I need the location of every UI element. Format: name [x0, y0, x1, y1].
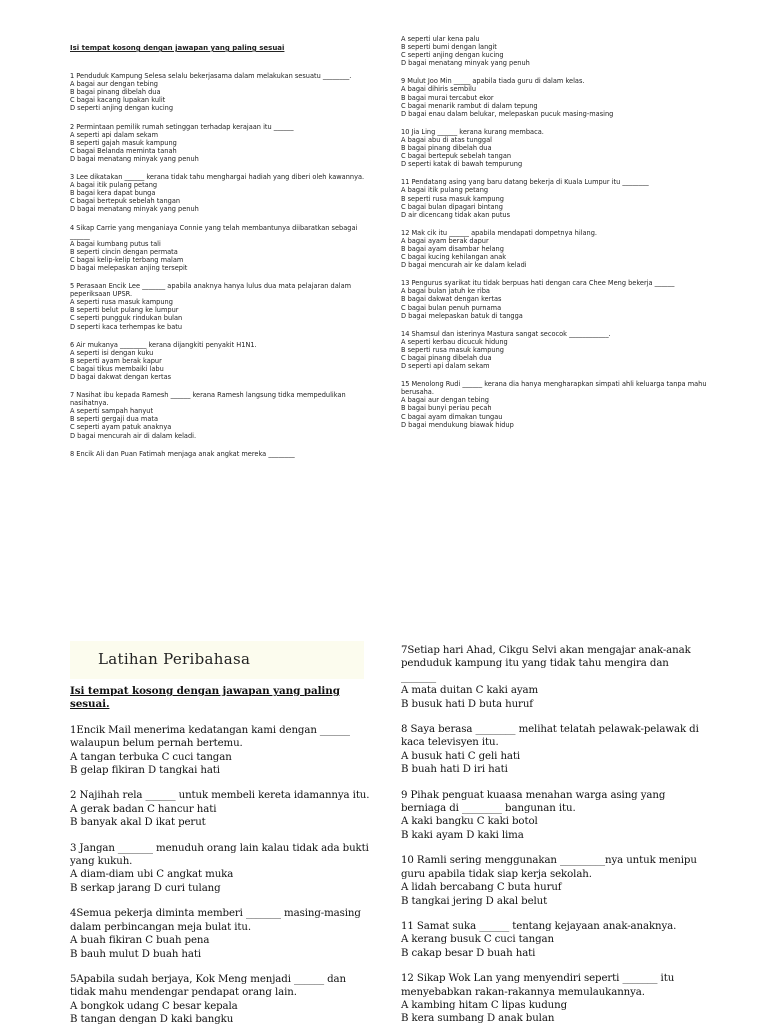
question-item: [70, 842, 370, 896]
answer-option: C bagai ayam dimakan tungau: [401, 412, 503, 421]
top-left-column: [70, 44, 370, 468]
question-text: 15 Menolong Rudi ______ kerana dia hanya mengharapkan simpati ahli keluarga tanpa mahu berusaha.: [401, 380, 707, 397]
question-text: 5Apabila sudah berjaya, Kok Meng menjadi ______ dan tidak mahu mendengar pendapat orang lain.: [70, 973, 346, 999]
question-item: [70, 173, 370, 213]
answer-option: A seperti sampah hanyut: [70, 407, 154, 416]
question-item: [70, 224, 370, 273]
question-item: [70, 341, 370, 381]
top-right-column: [401, 35, 721, 439]
question-text: 1 Penduduk Kampung Selesa selalu bekerjasama dalam melakukan sesuatu ________.: [70, 72, 352, 81]
answer-option: A bagai kumbang putus tali: [70, 239, 161, 248]
answer-option: A mata duitan C kaki ayam: [401, 685, 539, 697]
question-item: [70, 789, 370, 829]
answer-option: C bagai kacang lupakan kulit: [70, 96, 166, 105]
question-text: 7Setiap hari Ahad, Cikgu Selvi akan mengajar anak-anak penduduk kampung itu yang tidak tahu mengira dan _______: [401, 645, 691, 683]
answer-option: D bagai melepaskan anjing tersepit: [70, 263, 188, 272]
answer-option: B busuk hati D buta huruf: [401, 698, 533, 710]
question-text: 12 Sikap Wok Lan yang menyendiri seperti _______ itu menyebabkan rakan-rakannya memulaukannya.: [401, 973, 675, 998]
question-item: [401, 644, 701, 711]
question-item: [401, 380, 721, 429]
question-text: 4Semua pekerja diminta memberi _______ masing-masing dalam perbincangan meja bulat itu.: [70, 908, 361, 933]
answer-option: D seperti api dalam sekam: [401, 362, 490, 371]
answer-option: B bagai bunyi periau pecah: [401, 404, 492, 413]
question-item: [401, 330, 721, 370]
answer-option: A bagai aur dengan tebing: [70, 80, 158, 89]
answer-option: D seperti kaca terhempas ke batu: [70, 322, 183, 331]
question-item: [401, 229, 721, 269]
answer-option: B serkap jarang D curi tulang: [70, 882, 221, 894]
answer-option: C bagai menarik rambut di dalam tepung: [401, 101, 538, 110]
question-text: 5 Perasaan Encik Lee _______ apabila anaknya hanya lulus dua mata pelajaran dalam peperiksaan UPSR.: [70, 282, 352, 299]
answer-option: B buah hati D iri hati: [401, 764, 508, 776]
answer-option: B seperti bumi dengan langit: [401, 43, 497, 52]
answer-option: B kaki ayam D kaki lima: [401, 829, 524, 841]
question-text: 13 Pengurus syarikat itu tidak berpuas hati dengan cara Chee Meng bekerja ______: [401, 279, 675, 288]
answer-option: C bagai bertepuk sebelah tangan: [401, 152, 512, 161]
answer-option: B bagai ayam disambar helang: [401, 244, 504, 253]
answer-option: A bongkok udang C besar kepala: [70, 1000, 238, 1012]
answer-option: B seperti belut pulang ke lumpur: [70, 306, 179, 315]
answer-option: A diam-diam ubi C angkat muka: [70, 869, 234, 881]
answer-option: A seperti rusa masuk kampung: [70, 298, 173, 307]
question-item: [401, 35, 721, 67]
answer-option: C bagai tikus membaiki labu: [70, 364, 164, 373]
question-item: [401, 920, 701, 960]
question-item: [401, 789, 701, 843]
question-text: 8 Saya berasa ________ melihat telatah pelawak-pelawak di kaca televisyen itu.: [401, 724, 699, 749]
answer-option: C seperti ayam patuk anaknya: [70, 423, 172, 432]
answer-option: C bagai kelip-kelip terbang malam: [70, 255, 184, 264]
answer-option: B bagai murai tercabut ekor: [401, 93, 494, 102]
answer-option: A busuk hati C geli hati: [401, 750, 521, 762]
answer-option: B banyak akal D ikat perut: [70, 817, 206, 829]
question-text: 3 Jangan _______ menuduh orang lain kalau tidak ada bukti yang kukuh.: [70, 842, 369, 868]
question-text: 12 Mak cik itu ______ apabila mendapati dompetnya hilang.: [401, 228, 597, 237]
bottom-left-column: [70, 685, 370, 1024]
answer-option: A kambing hitam C lipas kudung: [401, 999, 567, 1011]
question-item: [401, 279, 721, 319]
answer-option: C bagai bertepuk sebelah tangan: [70, 197, 181, 206]
answer-option: D air dicencang tidak akan putus: [401, 210, 511, 219]
question-text: 7 Nasihat ibu kepada Ramesh ______ kerana Ramesh langsung tidka mempedulikan nasihatnya.: [70, 391, 346, 408]
answer-option: C bagai kucing kehilangan anak: [401, 253, 507, 262]
answer-option: A seperti kerbau dicucuk hidung: [401, 337, 508, 346]
answer-option: A bagai abu di atas tunggal: [401, 135, 492, 144]
question-text: 1Encik Mail menerima kedatangan kami dengan ______ walaupun belum pernah bertemu.: [70, 724, 350, 750]
question-text: 2 Permintaan pemilik rumah setinggan terhadap kerajaan itu ______: [70, 122, 294, 131]
answer-option: C bagai pinang dibelah dua: [401, 354, 492, 362]
answer-option: A bagai itik pulang petang: [70, 181, 158, 190]
bottom-right-column: [401, 644, 701, 1024]
answer-option: A kaki bangku C kaki botol: [401, 816, 538, 828]
question-text: 10 Ramli sering menggunakan _________nya untuk menipu guru apabila tidak siap kerja sekolah.: [401, 855, 697, 880]
answer-option: A seperti api dalam sekam: [70, 130, 158, 139]
answer-option: C seperti anjing dengan kucing: [401, 51, 504, 60]
answer-option: A bagai ayam berak dapur: [401, 236, 489, 245]
question-item: [401, 128, 721, 168]
answer-option: D seperti katak di bawah tempurung: [401, 160, 523, 169]
question-text: 11 Samat suka ______ tentang kejayaan anak-anaknya.: [401, 920, 677, 932]
answer-option: B seperti cincin dengan permata: [70, 247, 178, 256]
question-item: [70, 450, 370, 458]
question-item: [70, 907, 370, 961]
answer-option: A bagai bulan jatuh ke riba: [401, 287, 490, 296]
bottom-left-questions: [70, 724, 370, 1024]
question-item: [70, 282, 370, 331]
answer-option: D bagai menatang minyak yang penuh: [401, 59, 530, 68]
answer-option: C seperti pungguk rindukan bulan: [70, 314, 183, 323]
answer-option: A bagai dihiris sembilu: [401, 85, 477, 94]
bottom-right-questions: [401, 644, 701, 1024]
answer-option: D bagai mendukung biawak hidup: [401, 420, 514, 429]
answer-option: B bagai kera dapat bunga: [70, 189, 156, 198]
question-text: 8 Encik Ali dan Puan Fatimah menjaga anak angkat mereka ________: [70, 449, 295, 458]
answer-option: A buah fikiran C buah pena: [70, 935, 210, 947]
answer-option: A seperti ular kena palu: [401, 35, 480, 43]
answer-option: B bauh mulut D buah hati: [70, 948, 202, 960]
answer-option: D bagai dakwat dengan kertas: [70, 373, 172, 381]
question-item: [70, 391, 370, 440]
answer-option: B seperti gajah masuk kampung: [70, 138, 177, 147]
question-item: [401, 854, 701, 908]
top-left-questions: [70, 72, 370, 458]
answer-option: C bagai Belanda meminta tanah: [70, 146, 177, 155]
answer-option: D bagai enau dalam belukar, melepaskan pucuk masing-masing: [401, 109, 614, 118]
top-right-questions: [401, 35, 721, 429]
answer-option: B tangkai jering D akal belut: [401, 895, 548, 907]
answer-option: B bagai pinang dibelah dua: [401, 144, 492, 153]
question-item: [401, 77, 721, 117]
question-text: 14 Shamsul dan isterinya Mastura sangat secocok ____________.: [401, 329, 611, 338]
answer-option: D bagai menatang minyak yang penuh: [70, 154, 199, 163]
question-item: [70, 724, 370, 778]
answer-option: D bagai melepaskan batuk di tangga: [401, 311, 523, 320]
answer-option: B tangan dengan D kaki bangku: [70, 1014, 234, 1024]
answer-option: B seperti gergaji dua mata: [70, 415, 158, 424]
answer-option: A seperti isi dengan kuku: [70, 348, 154, 357]
answer-option: B seperti rusa masuk kampung: [401, 345, 504, 354]
question-text: 2 Najihah rela ______ untuk membeli kereta idamannya itu.: [70, 790, 370, 802]
answer-option: B seperti rusa masuk kampung: [401, 194, 504, 203]
answer-option: A tangan terbuka C cuci tangan: [70, 751, 232, 763]
answer-option: B seperti ayam berak kapur: [70, 356, 162, 365]
answer-option: B cakap besar D buah hati: [401, 947, 536, 959]
answer-option: D bagai mencurah air ke dalam keladi: [401, 261, 527, 270]
question-text: 6 Air mukanya ________ kerana dijangkiti penyakit H1N1.: [70, 340, 257, 349]
question-text: 9 Pihak penguat kuaasa menahan warga asing yang berniaga di ________ bangunan itu.: [401, 789, 666, 815]
answer-option: B kera sumbang D anak bulan: [401, 1013, 555, 1024]
top-title: Isi tempat kosong dengan jawapan yang paling sesuai: [70, 44, 285, 52]
answer-option: A bagai itik pulang petang: [401, 186, 489, 195]
question-item: [70, 123, 370, 163]
answer-option: B gelap fikiran D tangkai hati: [70, 765, 220, 777]
answer-option: A gerak badan C hancur hati: [70, 803, 217, 815]
answer-option: C bagai bulan penuh purnama: [401, 303, 502, 312]
answer-option: B bagai pinang dibelah dua: [70, 88, 161, 97]
question-text: 4 Sikap Carrie yang menganiaya Connie yang telah membantunya diibaratkan sebagai ______: [70, 223, 358, 240]
question-text: 3 Lee dikatakan ______ kerana tidak tahu menghargai hadiah yang diberi oleh kawannya.: [70, 173, 365, 182]
question-text: 11 Pendatang asing yang baru datang bekerja di Kuala Lumpur itu ________: [401, 178, 649, 187]
question-text: 10 Jia Ling ______ kerana kurang membaca.: [401, 127, 544, 136]
question-item: [70, 973, 370, 1024]
answer-option: A bagai aur dengan tebing: [401, 396, 489, 405]
page-heading: Latihan Peribahasa: [98, 650, 251, 668]
answer-option: A lidah bercabang C buta huruf: [401, 882, 562, 894]
question-text: 9 Mulut Joo Min _____ apabila tiada guru di dalam kelas.: [401, 77, 585, 86]
question-item: [401, 178, 721, 218]
question-item: [401, 723, 701, 777]
answer-option: C bagai bulan dipagari bintang: [401, 202, 503, 211]
bottom-subtitle: Isi tempat kosong dengan jawapan yang paling sesuai.: [70, 685, 340, 711]
heading-box: [70, 641, 364, 679]
answer-option: B bagai dakwat dengan kertas: [401, 295, 502, 304]
answer-option: D seperti anjing dengan kucing: [70, 104, 174, 113]
question-item: [401, 972, 701, 1024]
answer-option: D bagai menatang minyak yang penuh: [70, 205, 199, 214]
question-item: [70, 72, 370, 112]
answer-option: A kerang busuk C cuci tangan: [401, 934, 554, 946]
answer-option: D bagai mencurah air di dalam keladi.: [70, 431, 197, 440]
